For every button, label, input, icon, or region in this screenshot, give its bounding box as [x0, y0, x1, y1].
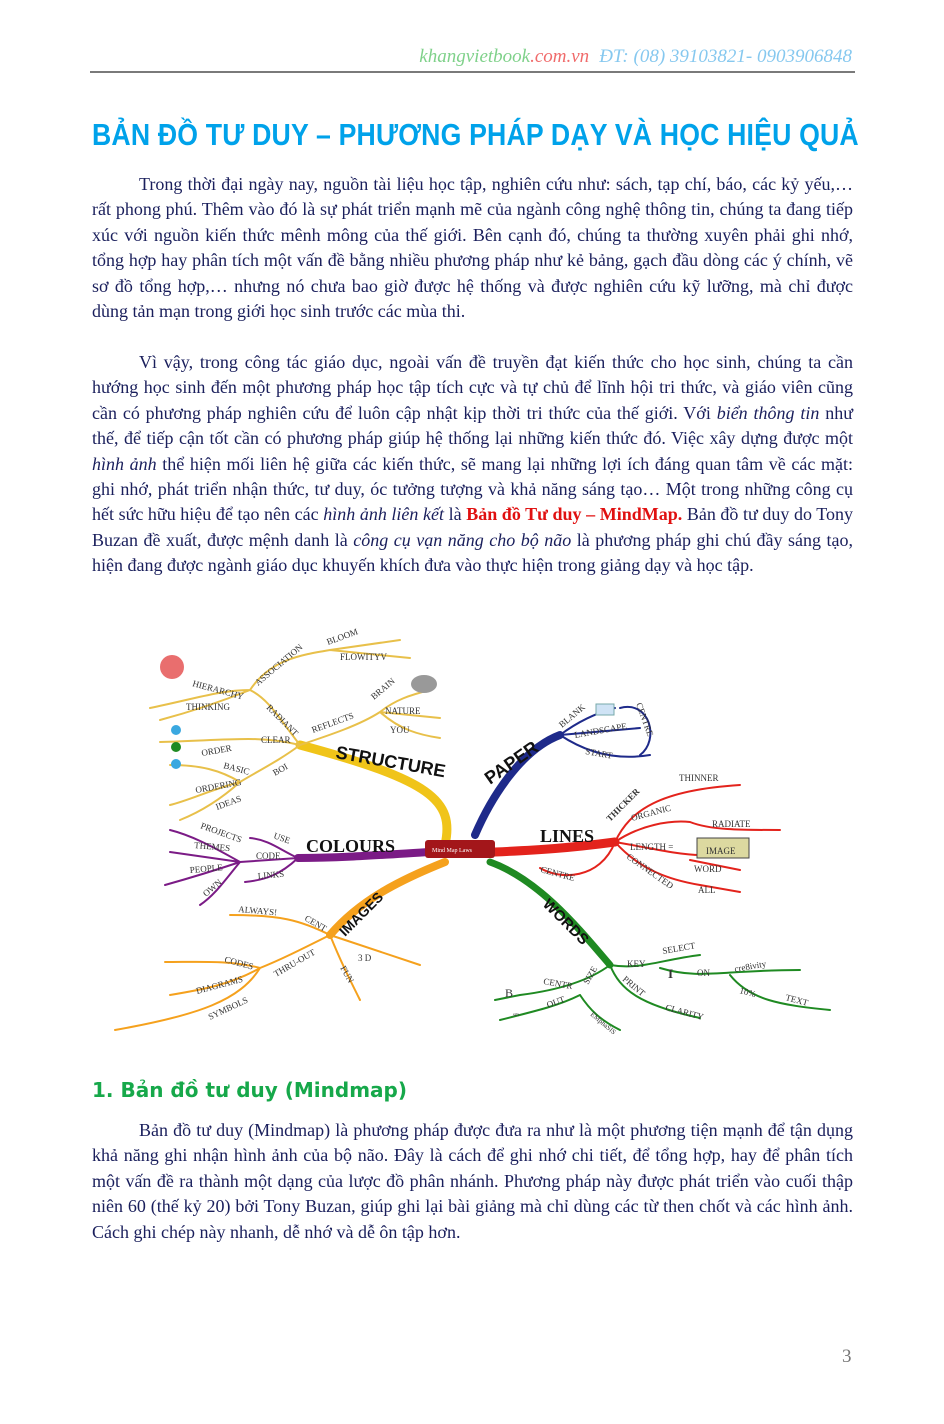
- label: OWN: [200, 877, 224, 899]
- label: CONNECTED: [624, 851, 676, 891]
- header-domain: .com.vn: [530, 46, 590, 67]
- label: FUN: [338, 964, 356, 985]
- header-site: khangvietbook: [419, 46, 531, 67]
- label: BASIC: [222, 760, 251, 777]
- section-body: Bản đồ tư duy (Mindmap) là phương pháp được đưa ra như là một phương tiện mạnh để tận dụng khả năng ghi nhận hình ảnh của bộ não. Đây là cách để ghi nhớ chi tiết, để tổng hợp, hay để phân tích một vấn đề ra thành một dạng của lược đồ phân nhánh. Phương pháp này được phát triển vào cuối thập niên 60 (thế kỷ 20) bởi Tony Buzan, giúp ghi lại bài giảng mà chỉ dùng các từ then chốt và các hình ảnh. Cách ghi chép này nhanh, dễ nhớ và dễ ôn tập hơn.: [92, 1120, 853, 1242]
- label: B: [505, 986, 514, 1000]
- label: EMphaSIS: [588, 1010, 618, 1037]
- label: THINKING: [186, 702, 230, 712]
- italic-text: biển thông tin: [716, 402, 820, 423]
- section-heading: 1. Bản đồ tư duy (Mindmap): [92, 1078, 407, 1102]
- label: THINNER: [679, 773, 719, 783]
- branch-label-lines: LINES: [540, 826, 595, 846]
- center-label: Mind Map Laws: [432, 848, 472, 854]
- label: CLEAR: [261, 735, 291, 745]
- label: ALWAYS!: [237, 904, 278, 918]
- label: ORDER: [200, 742, 233, 758]
- label: BOI: [271, 761, 290, 778]
- text: Bản đồ tư duy do Tony Buzan đề xuất, được mệnh danh là: [92, 504, 853, 550]
- branch-label-words: WORDS: [539, 895, 592, 949]
- label: LINKS: [257, 868, 285, 881]
- label: DIAGRAMS: [194, 973, 244, 996]
- text: là phương pháp ghi chú đầy sáng tạo, hiện đang được ngành giáo dục khuyến khích đưa vào thực hiện trong giảng dạy và học tập.: [92, 529, 853, 576]
- paper-icon: [596, 704, 614, 715]
- number-1-icon: [171, 725, 181, 735]
- label: IMAGE: [706, 846, 736, 856]
- label: CENT: [303, 913, 329, 934]
- label: THICKER: [604, 786, 642, 824]
- label: ORDERING: [194, 777, 243, 795]
- label: USE: [272, 830, 292, 846]
- label: ORGANIC: [629, 802, 673, 823]
- highlight-text: Bản đồ Tư duy – MindMap.: [466, 504, 683, 525]
- mindmap-labels: [186, 626, 810, 1036]
- branch-label-structure: STRUCTURE: [334, 742, 448, 782]
- header-rule: [90, 71, 855, 73]
- italic-text: hình ảnh: [92, 453, 157, 474]
- label: SYMBOLS: [206, 994, 250, 1022]
- label: TEXT: [784, 992, 810, 1008]
- label: CENTRE: [634, 701, 656, 738]
- label: PEOPLE: [189, 862, 224, 875]
- text: như thế, để tiếp cận tốt cần có phương pháp giúp hệ thống lại những kiến thức đó. Việc xây dựng được một: [92, 402, 853, 449]
- label: sm: [513, 1013, 519, 1018]
- paragraph-1: Trong thời đại ngày nay, nguồn tài liệu học tập, nghiên cứu như: sách, tạp chí, báo, các kỷ yếu,… rất phong phú. Thêm vào đó là sự phát triển mạnh mẽ của ngành công nghệ thông tin, chúng ta đang tiếp xúc với nguồn kiến thức mênh mông của thế giới. Bên cạnh đó, chúng ta thường xuyên phải ghi nhớ, tổng hợp hay phân tích một vấn đề bằng nhiều phương pháp như kẻ bảng, gạch đầu dòng các ý chính, vẽ sơ đồ tổng hợp,… nhưng nó chưa bao giờ được hệ thống và được nghiên cứu kỹ lưỡng, mà chỉ được dùng tản mạn trong giới học sinh trước các mùa thi.: [92, 174, 853, 322]
- label: THEMES: [193, 840, 231, 854]
- label: KEY: [627, 959, 646, 969]
- page-title: BẢN ĐỒ TƯ DUY – PHƯƠNG PHÁP DẠY VÀ HỌC HIỆU QUẢ: [92, 117, 859, 152]
- label: HIERARCHY: [191, 678, 245, 702]
- italic-text: hình ảnh liên kết: [323, 504, 444, 525]
- label: SIZE: [581, 964, 600, 986]
- label: CODE: [256, 851, 281, 861]
- label: I: [668, 966, 674, 981]
- label: RADIANT: [264, 702, 301, 739]
- label: FLOWITYV: [340, 652, 387, 662]
- text: Vì vậy, trong công tác giáo dục, ngoài vấn đề truyền đạt kiến thức cho học sinh, chúng ta cần hướng học sinh đến một phương pháp học tập tích cực và tự chủ để lĩnh hội tri thức, và giáo viên cũng cần có phương pháp nghiên cứu để luôn cập nhật kịp thời tri thức của thế giới. Với: [92, 352, 853, 423]
- label: OUT: [545, 994, 567, 1010]
- label: PRINT: [620, 973, 648, 999]
- branch-label-paper: PAPER: [480, 737, 543, 789]
- number-2-icon: [171, 742, 181, 752]
- label: START: [584, 746, 614, 761]
- label: BLANK: [556, 701, 588, 730]
- label: WORD: [694, 864, 722, 874]
- label: RADIATE: [712, 819, 751, 829]
- text: thể hiện mối liên hệ giữa các kiến thức, sẽ mang lại những lợi ích đáng quan tâm về các mặt: ghi nhớ, phát triển nhận thức, tư duy, óc tưởng tượng và khả năng sáng tạo… Một trong những công cụ hết sức hữu hiệu để tạo nên các: [92, 453, 853, 525]
- label: CLARITY: [664, 1002, 705, 1023]
- page-number: 3: [842, 1346, 852, 1367]
- label: PROJECTS: [199, 820, 244, 845]
- italic-text: công cụ vạn năng cho bộ não: [353, 529, 572, 550]
- label: 10%: [738, 985, 758, 1000]
- paragraph-2: [92, 350, 853, 579]
- label: LANDSCAPE: [573, 720, 628, 740]
- label: BLOOM: [325, 626, 360, 647]
- label: ALL: [698, 885, 716, 895]
- brain-icon: [411, 675, 437, 693]
- label: cre8ivity: [733, 958, 767, 974]
- label: CENTR: [542, 976, 574, 992]
- branch-label-images: IMAGES: [335, 888, 387, 940]
- text: là: [444, 504, 467, 525]
- label: LENGTH =: [630, 842, 674, 852]
- number-3-icon: [171, 759, 181, 769]
- page-header: [419, 46, 852, 68]
- label: 3 D: [358, 953, 372, 963]
- label: YOU: [390, 725, 410, 735]
- label: IDEAS: [214, 793, 243, 812]
- label: THRU-OUT: [272, 947, 317, 979]
- label: BRAIN: [368, 675, 397, 702]
- sun-icon: [160, 655, 184, 679]
- label: ASSOCIATION: [252, 641, 305, 688]
- label: CENTRE: [539, 864, 576, 883]
- header-phone: ĐT: (08) 39103821- 0903906848: [599, 46, 852, 67]
- label: CODES: [223, 954, 255, 972]
- mindmap-image: [0, 620, 944, 1050]
- label: ON: [697, 968, 710, 978]
- branch-label-colours: COLOURS: [306, 836, 396, 856]
- label: SELECT: [661, 940, 696, 956]
- label: REFLECTS: [310, 710, 356, 735]
- label: NATURE: [385, 706, 421, 716]
